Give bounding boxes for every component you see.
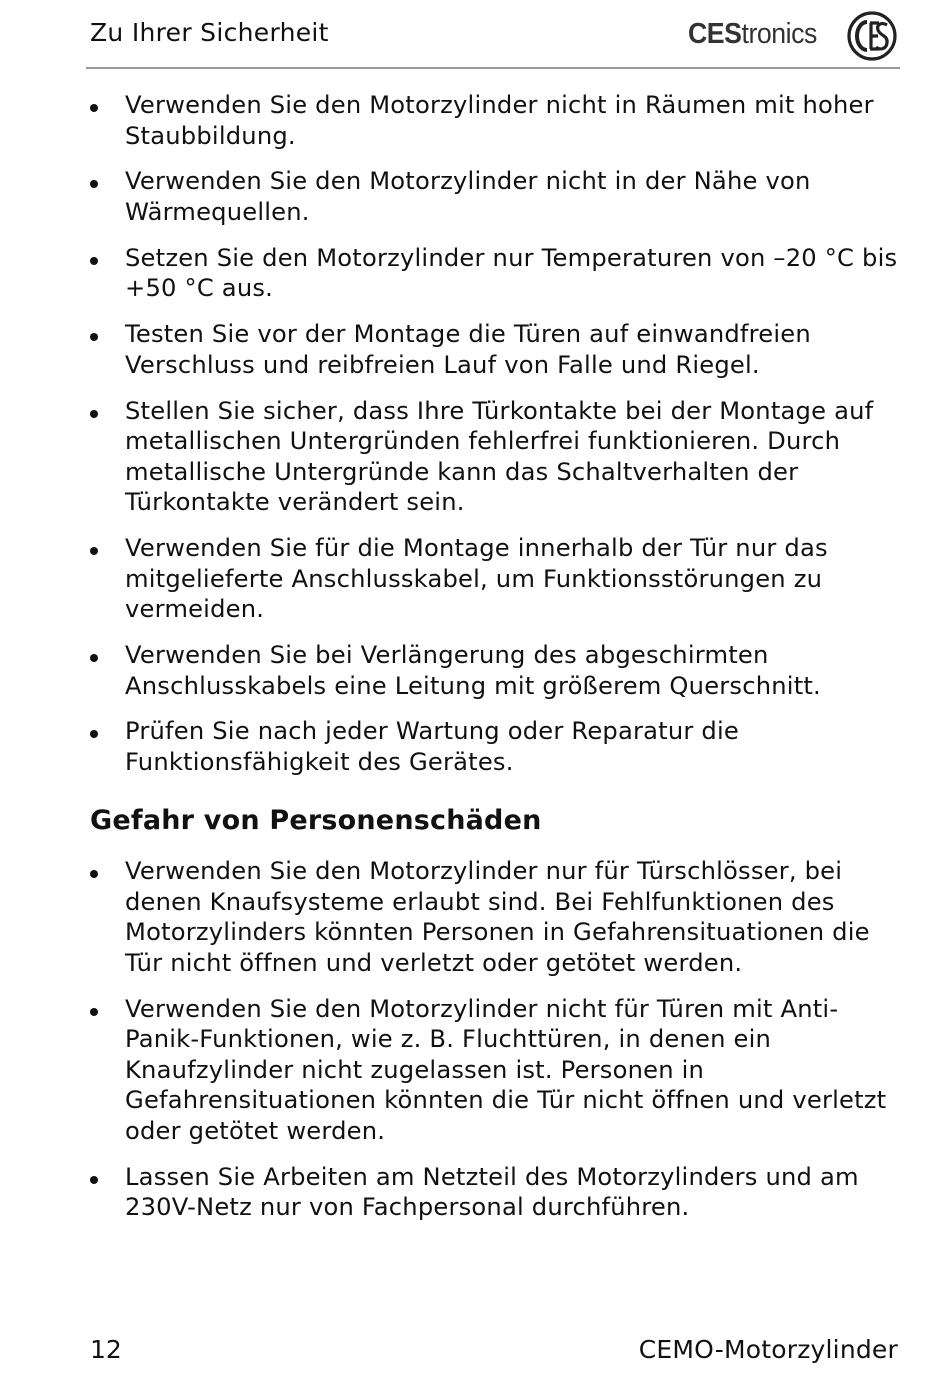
list-item: [90, 166, 910, 227]
logo-wordmark-regular: tronics: [741, 18, 817, 50]
ces-seal-icon: [846, 10, 898, 62]
list-item: [90, 716, 910, 777]
list-item-text: Stellen Sie sicher, dass Ihre Türkontakte bei der Montage auf metallischen Untergründen fehlerfrei funktionieren. Durch metallische Untergründe kann das Schaltverhalten der Türkontakte verändert sein.: [125, 396, 874, 517]
cestronics-logo: [688, 8, 902, 62]
list-item: [90, 640, 910, 701]
header-divider: [86, 67, 900, 69]
list-item: [90, 994, 910, 1147]
section-heading: Gefahr von Personenschäden: [90, 805, 542, 836]
list-item: [90, 319, 910, 380]
list-item-text: Verwenden Sie für die Montage innerhalb der Tür nur das mitgelieferte Anschlusskabel, um Funktionsstörungen zu vermeiden.: [125, 534, 828, 624]
bullet-icon: [90, 104, 98, 112]
list-item-text: Verwenden Sie den Motorzylinder nur für Türschlösser, bei denen Knaufsysteme erlaubt sind. Bei Fehlfunktionen des Motorzylinders könnten Personen in Gefahrensituationen die Tür nicht öffnen und verletzt oder getötet werden.: [125, 857, 870, 977]
bullet-icon: [90, 547, 98, 555]
list-item: [90, 243, 910, 304]
bullet-icon: [90, 654, 98, 662]
bullet-icon: [90, 1176, 98, 1184]
bullet-icon: [90, 333, 98, 341]
list-item-text: Prüfen Sie nach jeder Wartung oder Reparatur die Funktionsfähigkeit des Gerätes.: [125, 717, 739, 776]
document-title: CEMO-Motorzylinder: [638, 1335, 898, 1364]
personal-injury-list: [90, 856, 910, 1238]
bullet-icon: [90, 257, 98, 265]
logo-wordmark: [688, 18, 817, 51]
list-item: [90, 856, 910, 978]
bullet-icon: [90, 730, 98, 738]
safety-list: [90, 90, 910, 793]
list-item-text: Verwenden Sie den Motorzylinder nicht in Räumen mit hoher Staubbildung.: [125, 91, 874, 150]
list-item: [90, 533, 910, 625]
page-number: 12: [90, 1335, 122, 1364]
header-title: Zu Ihrer Sicherheit: [90, 18, 329, 47]
list-item: [90, 90, 910, 151]
list-item-text: Setzen Sie den Motorzylinder nur Temperaturen von –20 °C bis +50 °C aus.: [125, 243, 898, 303]
list-item-text: Lassen Sie Arbeiten am Netzteil des Motorzylinders und am 230V-Netz nur von Fachpersonal durchführen.: [125, 1162, 859, 1222]
list-item-text: Testen Sie vor der Montage die Türen auf einwandfreien Verschluss und reibfreien Lauf von Falle und Riegel.: [125, 320, 811, 379]
list-item: [90, 396, 910, 518]
list-item-text: Verwenden Sie den Motorzylinder nicht in der Nähe von Wärmequellen.: [125, 167, 811, 226]
bullet-icon: [90, 870, 98, 878]
bullet-icon: [90, 1008, 98, 1016]
bullet-icon: [90, 180, 98, 188]
list-item-text: Verwenden Sie den Motorzylinder nicht für Türen mit Anti-Panik-Funktionen, wie z. B. Fluchttüren, in denen ein Knaufzylinder nicht zugelassen ist. Personen in Gefahrensituationen könnten die Tür nicht öffnen und verletzt oder getötet werden.: [125, 994, 887, 1145]
logo-wordmark-bold: CES: [688, 18, 742, 50]
bullet-icon: [90, 410, 98, 418]
list-item: [90, 1162, 910, 1223]
list-item-text: Verwenden Sie bei Verlängerung des abgeschirmten Anschlusskabels eine Leitung mit größerem Querschnitt.: [125, 641, 821, 700]
